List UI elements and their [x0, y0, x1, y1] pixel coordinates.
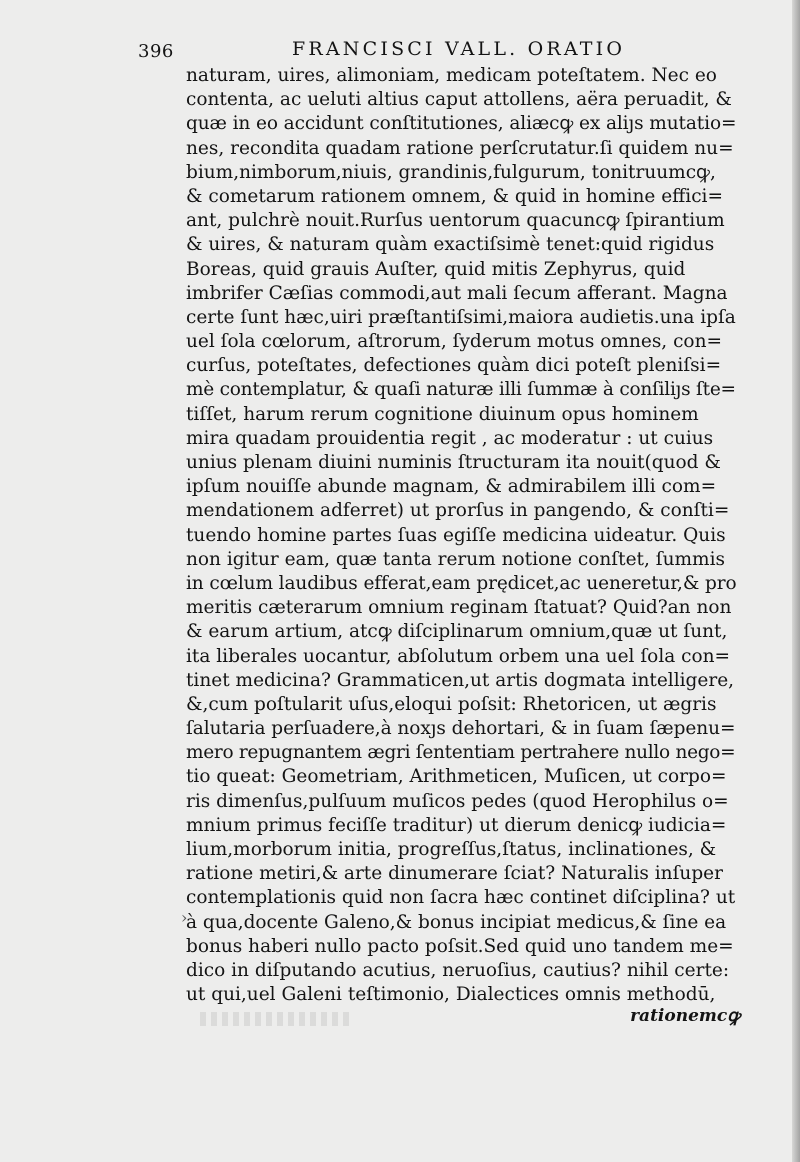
page-header [138, 38, 738, 66]
text-line: ut qui,uel Galeni teſtimonio, Dialectices omnis methodū, [186, 984, 716, 1006]
text-line: lium,morborum initia, progreſſus,ſtatus, inclinationes, & [186, 839, 717, 860]
text-line: mè contemplatur, & quaſi naturæ illi ſummæ à conſiliȷs ſte= [186, 379, 736, 401]
text-line: bonus haberi nullo pacto poſsit.Sed quid uno tandem me= [186, 935, 734, 957]
text-line: ipſum nouiſſe abunde magnam, & admirabilem illi com= [186, 476, 717, 498]
text-line: mendationem adferret) ut prorſus in pangendo, & conſti= [186, 500, 730, 522]
text-line: tiſſet, harum rerum cognitione diuinum opus hominem [186, 403, 699, 425]
text-line: ita liberales uocantur, abſolutum orbem una uel ſola con= [186, 645, 731, 667]
page-number: 396 [138, 41, 174, 62]
text-line: quæ in eo accidunt conſtitutiones, aliæcꝙ ex aliȷs mutatio= [186, 113, 736, 135]
margin-mark: › [181, 908, 188, 927]
text-line: meritis cæterarum omnium reginam ſtatuat? Quid?an non [186, 597, 732, 619]
text-line: mero repugnantem ægri ſententiam pertrahere nullo nego= [186, 742, 736, 764]
text-line: Boreas, quid grauis Auſter, quid mitis Zephyrus, quid [186, 258, 686, 280]
catchword: rationemcꝙ [630, 1006, 740, 1026]
text-line: unius plenam diuini numinis ſtructuram ita nouit(quod & [186, 452, 721, 473]
text-line: dico in diſputando acutius, neruoſius, cautius? nihil certe: [186, 959, 730, 981]
running-head: FRANCISCI VALL. ORATIO [292, 38, 626, 60]
text-line: mnium primus feciſſe traditur) ut dierum denicꝙ iudicia= [186, 814, 727, 836]
text-line: contemplationis quid non ſacra hæc continet diſciplina? ut [186, 887, 736, 909]
text-line: ant, pulchrè nouit.Rurſus uentorum quacuncꝙ ſpirantium [186, 210, 725, 232]
text-line: ratione metiri,& arte dinumerare ſciat? Naturalis inſuper [186, 863, 723, 885]
text-line: tio queat: Geometriam, Arithmeticen, Muſicen, ut corpo= [186, 766, 727, 788]
text-line: non igitur eam, quæ tanta rerum notione conſtet, ſummis [186, 548, 725, 570]
text-line: & cometarum rationem omnem, & quid in homine effici= [186, 185, 723, 207]
text-line: naturam, uires, alimoniam, medicam poteſtatem. Nec eo [186, 65, 717, 86]
text-line: bium,nimborum,niuis, grandinis,fulgurum, tonitruumcꝙ, [186, 161, 716, 183]
page-edge-shadow [792, 0, 800, 1162]
text-line: & earum artium, atcꝙ diſciplinarum omnium,quæ ut ſunt, [186, 621, 728, 643]
text-line: tinet medicina? Grammaticen,ut artis dogmata intelligere, [186, 669, 735, 691]
text-line: in cœlum laudibus efferat,eam prędicet,ac ueneretur,& pro [186, 572, 736, 594]
text-line: imbrifer Cæſias commodi,aut mali ſecum afferant. Magna [186, 282, 728, 304]
text-line: à qua,docente Galeno,& bonus incipiat medicus,& ſine ea [186, 911, 727, 933]
text-line: tuendo homine partes ſuas egiſſe medicina uideatur. Quis [186, 524, 726, 546]
text-line: mira quadam prouidentia regit , ac moderatur : ut cuius [186, 427, 714, 449]
text-line: nes, recondita quadam ratione perſcrutatur.ſi quidem nu= [186, 137, 734, 159]
show-through-ink [200, 1012, 350, 1026]
text-line: uel ſola cœlorum, aſtrorum, ſyderum motus omnes, con= [186, 331, 722, 353]
text-line: contenta, ac ueluti altius caput attollens, aëra peruadit, & [186, 89, 732, 111]
text-line: &,cum poſtularit uſus,eloqui poſsit: Rhetoricen, ut ægris [186, 693, 717, 715]
text-line: & uires, & naturam quàm exactiſsimè tenet:quid rigidus [186, 234, 715, 256]
text-line: ris dimenſus,pulſuum muſicos pedes (quod Herophilus o= [186, 790, 729, 812]
body-text [186, 64, 736, 1007]
text-line: curſus, poteſtates, defectiones quàm dici poteſt pleniſsi= [186, 355, 722, 377]
text-line: ſalutaria perſuadere,à noxȷs dehortari, & in ſuam ſæpenu= [186, 718, 736, 740]
text-line: certe ſunt hæc,uiri præſtantiſsimi,maiora audietis.una ipſa [186, 306, 736, 328]
